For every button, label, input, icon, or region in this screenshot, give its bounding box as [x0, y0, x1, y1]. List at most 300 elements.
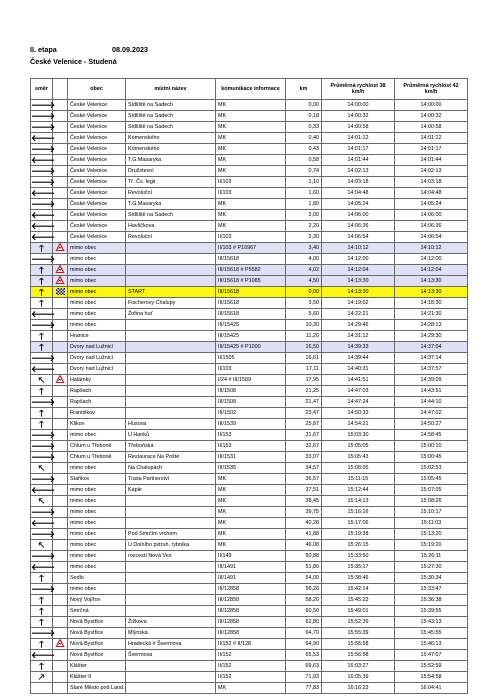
icon-cell	[53, 617, 68, 628]
route-title: České Velenice - Studená	[30, 57, 117, 66]
time-38-cell: 15:52:39	[322, 617, 395, 628]
km-cell: 31,67	[286, 430, 322, 441]
km-cell: 1,60	[286, 188, 322, 199]
arrow-right-icon: 🡒	[31, 396, 56, 407]
arrow-left-icon: 🡐	[31, 517, 56, 528]
time-38-cell: 14:54:21	[322, 419, 395, 430]
local-name-cell: rozcestí Nová Ves	[126, 551, 216, 562]
time-38-cell: 14:01:17	[322, 144, 395, 155]
municipality-cell: Sedlo	[68, 573, 126, 584]
table-row	[31, 375, 468, 386]
municipality-cell: České Velenice	[68, 221, 126, 232]
road-cell: III/1508	[216, 397, 286, 408]
local-name-cell: Trasa Partnerství	[126, 474, 216, 485]
road-cell: III/1539	[216, 419, 286, 430]
time-42-cell: 14:18:30	[395, 298, 468, 309]
time-38-cell: 14:31:12	[322, 331, 395, 342]
table-row	[31, 595, 468, 606]
time-42-cell: 14:00:58	[395, 122, 468, 133]
local-name-cell: Sídliště na Sadech	[126, 100, 216, 111]
time-42-cell: 14:01:17	[395, 144, 468, 155]
table-row	[31, 463, 468, 474]
time-42-cell: 14:12:00	[395, 254, 468, 265]
km-cell: 3,40	[286, 243, 322, 254]
km-cell: 3,50	[286, 298, 322, 309]
municipality-cell: mimo obec	[68, 243, 126, 254]
km-cell: 62,80	[286, 617, 322, 628]
time-42-cell: 14:02:13	[395, 166, 468, 177]
municipality-cell: mimo obec	[68, 507, 126, 518]
time-42-cell: 15:26:11	[395, 551, 468, 562]
table-row	[31, 397, 468, 408]
km-cell: 37,51	[286, 485, 322, 496]
km-cell: 17,11	[286, 364, 322, 375]
local-name-cell: T.G.Masaryka	[126, 199, 216, 210]
icon-cell	[53, 342, 68, 353]
km-cell: 58,20	[286, 595, 322, 606]
time-42-cell: 14:13:30	[395, 276, 468, 287]
arrow-right-icon: 🡒	[31, 627, 56, 638]
table-row	[31, 551, 468, 562]
col-header-icon	[53, 79, 68, 100]
local-name-cell: U Hanků	[126, 430, 216, 441]
local-name-cell: Sídliště na Sadech	[126, 210, 216, 221]
table-row	[31, 243, 468, 254]
municipality-cell: mimo obec	[68, 276, 126, 287]
municipality-cell: Nová Bystřice	[68, 639, 126, 650]
km-cell: 10,30	[286, 320, 322, 331]
table-row	[31, 133, 468, 144]
time-42-cell: 14:28:13	[395, 320, 468, 331]
road-cell: III/12858	[216, 606, 286, 617]
local-name-cell: Komenského	[126, 133, 216, 144]
time-38-cell: 15:42:14	[322, 584, 395, 595]
time-38-cell: 15:05:43	[322, 452, 395, 463]
road-cell: III/15425	[216, 331, 286, 342]
km-cell: 64,90	[286, 639, 322, 650]
local-name-cell: Revoluční	[126, 232, 216, 243]
time-38-cell: 16:03:27	[322, 661, 395, 672]
road-cell: MK	[216, 100, 286, 111]
table-row	[31, 606, 468, 617]
local-name-cell	[126, 518, 216, 529]
municipality-cell: České Velenice	[68, 177, 126, 188]
arrow-left-icon: 🡐	[31, 484, 56, 495]
arrow-up-icon: 🡑	[31, 386, 53, 397]
time-38-cell: 14:29:46	[322, 320, 395, 331]
local-name-cell	[126, 353, 216, 364]
time-42-cell: 15:13:20	[395, 529, 468, 540]
arrow-up-icon: 🡑	[31, 661, 53, 672]
road-cell: III/1491	[216, 573, 286, 584]
table-row	[31, 650, 468, 661]
time-38-cell: 14:12:00	[322, 254, 395, 265]
road-cell: III/15425	[216, 320, 286, 331]
icon-cell	[53, 298, 68, 309]
km-cell: 4,50	[286, 276, 322, 287]
time-38-cell: 14:06:00	[322, 210, 395, 221]
icon-cell	[53, 595, 68, 606]
warning-sign-icon	[53, 375, 68, 386]
time-42-cell: 15:54:58	[395, 672, 468, 683]
arrow-left-icon: 🡐	[31, 154, 56, 165]
arrow-left-icon: 🡐	[31, 220, 56, 231]
local-name-cell: Žofina huť	[126, 309, 216, 320]
time-42-cell: 15:46:13	[395, 639, 468, 650]
time-42-cell: 14:03:18	[395, 177, 468, 188]
table-row	[31, 320, 468, 331]
table-row	[31, 353, 468, 364]
road-cell: II/149	[216, 551, 286, 562]
table-row	[31, 210, 468, 221]
arrow-upright-icon: 🡕	[31, 672, 53, 683]
arrow-up-icon: 🡑	[31, 639, 53, 650]
road-cell: MK	[216, 210, 286, 221]
arrow-left-icon: 🡐	[31, 649, 56, 660]
municipality-cell: Rapšach	[68, 397, 126, 408]
road-cell: MK	[216, 485, 286, 496]
table-row	[31, 672, 468, 683]
table-row	[31, 518, 468, 529]
road-cell: II/103	[216, 232, 286, 243]
km-cell: 4,00	[286, 254, 322, 265]
km-cell: 17,95	[286, 375, 322, 386]
arrow-right-icon: 🡒	[31, 440, 56, 451]
time-42-cell: 15:02:53	[395, 463, 468, 474]
table-row	[31, 298, 468, 309]
road-cell: MK	[216, 529, 286, 540]
time-38-cell: 16:05:39	[322, 672, 395, 683]
time-38-cell: 14:12:04	[322, 265, 395, 276]
time-38-cell: 14:22:21	[322, 309, 395, 320]
local-name-cell	[126, 606, 216, 617]
time-42-cell: 14:37:14	[395, 353, 468, 364]
arrow-right-icon: 🡒	[31, 506, 56, 517]
arrow-right-icon: 🡒	[31, 473, 56, 484]
km-cell: 33,07	[286, 452, 322, 463]
table-header-row	[31, 79, 468, 100]
time-42-cell: 15:11:03	[395, 518, 468, 529]
time-42-cell: 14:01:44	[395, 155, 468, 166]
stage-title: II. etapa	[30, 45, 57, 54]
km-cell: 69,63	[286, 661, 322, 672]
time-38-cell: 15:26:15	[322, 540, 395, 551]
municipality-cell: mimo obec	[68, 496, 126, 507]
time-42-cell: 14:06:36	[395, 221, 468, 232]
icon-cell	[53, 683, 68, 694]
km-cell: 21,47	[286, 397, 322, 408]
time-42-cell: 15:52:59	[395, 661, 468, 672]
table-row	[31, 661, 468, 672]
municipality-cell: České Velenice	[68, 155, 126, 166]
time-38-cell: 14:39:44	[322, 353, 395, 364]
arrow-right-icon: 🡒	[31, 110, 56, 121]
time-42-cell: 14:29:30	[395, 331, 468, 342]
km-cell: 2,00	[286, 210, 322, 221]
local-name-cell: Švermova	[126, 650, 216, 661]
checkered-flag-icon	[53, 287, 68, 298]
km-cell: 64,70	[286, 628, 322, 639]
time-38-cell: 14:04:48	[322, 188, 395, 199]
municipality-cell: Nová Bystřice	[68, 628, 126, 639]
time-38-cell: 15:45:23	[322, 595, 395, 606]
time-42-cell: 15:30:34	[395, 573, 468, 584]
table-row	[31, 452, 468, 463]
arrow-right-icon: 🡒	[31, 165, 56, 176]
table-row	[31, 540, 468, 551]
table-row	[31, 529, 468, 540]
road-cell: III/1502	[216, 408, 286, 419]
arrow-up-icon: 🡑	[31, 342, 53, 353]
local-name-cell: Havlíčkova	[126, 221, 216, 232]
arrow-left-icon: 🡐	[31, 187, 56, 198]
arrow-up-icon: 🡑	[31, 243, 53, 254]
municipality-cell: mimo obec	[68, 584, 126, 595]
km-cell: 0,18	[286, 111, 322, 122]
arrow-right-icon: 🡒	[31, 253, 56, 264]
road-cell: MK	[216, 166, 286, 177]
municipality-cell: mimo obec	[68, 551, 126, 562]
local-name-cell	[126, 320, 216, 331]
municipality-cell: Nový Vojířov	[68, 595, 126, 606]
local-name-cell: Restaurace Na Pošté	[126, 452, 216, 463]
col-header-km: km	[286, 79, 322, 100]
km-cell: 40,28	[286, 518, 322, 529]
local-name-cell	[126, 397, 216, 408]
km-cell: 11,20	[286, 331, 322, 342]
time-42-cell: 14:50:27	[395, 419, 468, 430]
municipality-cell: Klikov	[68, 419, 126, 430]
local-name-cell: Třeboňská	[126, 441, 216, 452]
municipality-cell: Staňkov	[68, 474, 126, 485]
road-cell: III/12858	[216, 584, 286, 595]
time-42-cell: 15:45:55	[395, 628, 468, 639]
road-cell: III/12858	[216, 628, 286, 639]
municipality-cell: České Velenice	[68, 144, 126, 155]
local-name-cell	[126, 364, 216, 375]
municipality-cell: Hranice	[68, 331, 126, 342]
warning-sign-icon	[53, 265, 68, 276]
km-cell: 46,08	[286, 540, 322, 551]
road-cell: III/15618	[216, 309, 286, 320]
time-42-cell: 14:43:51	[395, 386, 468, 397]
time-38-cell: 15:12:44	[322, 485, 395, 496]
time-38-cell: 15:35:17	[322, 562, 395, 573]
time-38-cell: 14:06:36	[322, 221, 395, 232]
icon-cell	[53, 419, 68, 430]
time-42-cell: 14:37:57	[395, 364, 468, 375]
time-42-cell: 15:00:10	[395, 441, 468, 452]
road-cell: MK	[216, 540, 286, 551]
km-cell: 60,50	[286, 606, 322, 617]
table-row	[31, 639, 468, 650]
time-38-cell: 15:08:05	[322, 463, 395, 474]
km-cell: 21,25	[286, 386, 322, 397]
arrow-right-icon: 🡒	[31, 143, 56, 154]
municipality-cell: Rapšach	[68, 386, 126, 397]
local-name-cell: Družstevní	[126, 166, 216, 177]
municipality-cell: České Velenice	[68, 166, 126, 177]
local-name-cell	[126, 265, 216, 276]
table-row	[31, 144, 468, 155]
col-header-road: komunikace informace	[216, 79, 286, 100]
road-cell: II/103	[216, 364, 286, 375]
time-38-cell: 15:19:38	[322, 529, 395, 540]
local-name-cell	[126, 573, 216, 584]
table-row	[31, 430, 468, 441]
table-row	[31, 617, 468, 628]
time-38-cell: 15:33:50	[322, 551, 395, 562]
municipality-cell: mimo obec	[68, 298, 126, 309]
table-row	[31, 309, 468, 320]
road-cell: II/103	[216, 177, 286, 188]
icon-cell	[53, 408, 68, 419]
time-38-cell: 15:14:13	[322, 496, 395, 507]
local-name-cell	[126, 342, 216, 353]
direction-cell	[31, 683, 53, 694]
municipality-cell: mimo obec	[68, 254, 126, 265]
municipality-cell: Dvory nad Lužnicí	[68, 364, 126, 375]
road-cell: III/1535	[216, 463, 286, 474]
road-cell: III/12858	[216, 617, 286, 628]
table-row	[31, 199, 468, 210]
table-row	[31, 155, 468, 166]
time-42-cell: 16:04:41	[395, 683, 468, 694]
arrow-right-icon: 🡒	[31, 99, 56, 110]
time-42-cell: 15:07:05	[395, 485, 468, 496]
table-row	[31, 232, 468, 243]
table-row	[31, 342, 468, 353]
local-name-cell	[126, 331, 216, 342]
km-cell: 50,88	[286, 551, 322, 562]
municipality-cell: Chlum u Třeboně	[68, 441, 126, 452]
municipality-cell: České Velenice	[68, 232, 126, 243]
km-cell: 77,83	[286, 683, 322, 694]
road-cell: III/15618 # P1085	[216, 276, 286, 287]
road-cell: MK	[216, 507, 286, 518]
arrow-left-icon: 🡐	[31, 363, 56, 374]
icon-cell	[53, 661, 68, 672]
municipality-cell: České Velenice	[68, 199, 126, 210]
icon-cell	[53, 496, 68, 507]
arrow-left-icon: 🡐	[31, 308, 56, 319]
time-42-cell: 15:08:26	[395, 496, 468, 507]
km-cell: 23,47	[286, 408, 322, 419]
km-cell: 51,80	[286, 562, 322, 573]
table-row	[31, 221, 468, 232]
warning-sign-icon	[53, 243, 68, 254]
road-cell: II/152 # II/128	[216, 639, 286, 650]
time-38-cell: 15:55:58	[322, 639, 395, 650]
km-cell: 16,50	[286, 342, 322, 353]
col-header-speed-42: Průměrná rychlost 42 km/h	[395, 79, 468, 100]
local-name-cell: Sídliště na Sadech	[126, 122, 216, 133]
arrow-up-icon: 🡑	[31, 298, 53, 309]
arrow-upleft-icon: 🡔	[31, 463, 53, 474]
time-38-cell: 14:03:18	[322, 177, 395, 188]
arrow-right-icon: 🡒	[31, 319, 56, 330]
road-cell: II/103	[216, 188, 286, 199]
arrow-up-icon: 🡑	[31, 331, 53, 342]
time-38-cell: 14:10:12	[322, 243, 395, 254]
time-42-cell: 15:36:38	[395, 595, 468, 606]
time-38-cell: 15:17:06	[322, 518, 395, 529]
road-cell: MK	[216, 144, 286, 155]
municipality-cell: mimo obec	[68, 309, 126, 320]
time-42-cell: 14:06:54	[395, 232, 468, 243]
table-row	[31, 485, 468, 496]
local-name-cell: Pod Smrčím vrchem	[126, 529, 216, 540]
municipality-cell: mimo obec	[68, 529, 126, 540]
table-row	[31, 331, 468, 342]
municipality-cell: Klášter II	[68, 672, 126, 683]
time-38-cell: 14:06:54	[322, 232, 395, 243]
local-name-cell	[126, 683, 216, 694]
municipality-cell: mimo obec	[68, 540, 126, 551]
km-cell: 0,33	[286, 122, 322, 133]
time-38-cell: 14:47:24	[322, 397, 395, 408]
road-cell: III/15618	[216, 254, 286, 265]
road-cell: II/152	[216, 661, 286, 672]
table-row	[31, 287, 468, 298]
local-name-cell: Na Chalupách	[126, 463, 216, 474]
table-row	[31, 584, 468, 595]
itinerary-table	[30, 78, 468, 694]
time-38-cell: 15:38:46	[322, 573, 395, 584]
road-cell: II/152	[216, 672, 286, 683]
time-38-cell: 14:47:03	[322, 386, 395, 397]
arrow-up-icon: 🡑	[31, 287, 53, 298]
municipality-cell: mimo obec	[68, 485, 126, 496]
arrow-right-icon: 🡒	[31, 176, 56, 187]
local-name-cell	[126, 584, 216, 595]
stage-date: 08.09.2023	[112, 45, 148, 54]
road-cell: MK	[216, 199, 286, 210]
time-38-cell: 14:50:33	[322, 408, 395, 419]
table-row	[31, 177, 468, 188]
local-name-cell	[126, 672, 216, 683]
time-42-cell: 14:47:02	[395, 408, 468, 419]
municipality-cell: Nová Bystřice	[68, 650, 126, 661]
arrow-up-icon: 🡑	[31, 408, 53, 419]
table-row	[31, 496, 468, 507]
col-header-municipality: obec	[68, 79, 126, 100]
icon-cell	[53, 672, 68, 683]
table-row	[31, 386, 468, 397]
local-name-cell	[126, 595, 216, 606]
time-38-cell: 15:11:15	[322, 474, 395, 485]
road-cell: MK	[216, 111, 286, 122]
time-42-cell: 15:00:45	[395, 452, 468, 463]
road-cell: MK	[216, 496, 286, 507]
table-row	[31, 562, 468, 573]
time-38-cell: 15:03:30	[322, 430, 395, 441]
km-cell: 2,30	[286, 232, 322, 243]
col-header-speed-38: Průměrná rychlost 38 km/h	[322, 79, 395, 100]
municipality-cell: Nová Bystřice	[68, 617, 126, 628]
road-cell: III/1531	[216, 452, 286, 463]
arrow-right-icon: 🡒	[31, 198, 56, 209]
time-38-cell: 15:56:58	[322, 650, 395, 661]
road-cell: II/1505	[216, 353, 286, 364]
time-42-cell: 14:21:30	[395, 309, 468, 320]
table-row	[31, 276, 468, 287]
local-name-cell: Hradecká # Švermova	[126, 639, 216, 650]
municipality-cell: mimo obec	[68, 562, 126, 573]
municipality-cell: Klášter	[68, 661, 126, 672]
time-38-cell: 14:19:02	[322, 298, 395, 309]
time-38-cell: 15:05:05	[322, 441, 395, 452]
